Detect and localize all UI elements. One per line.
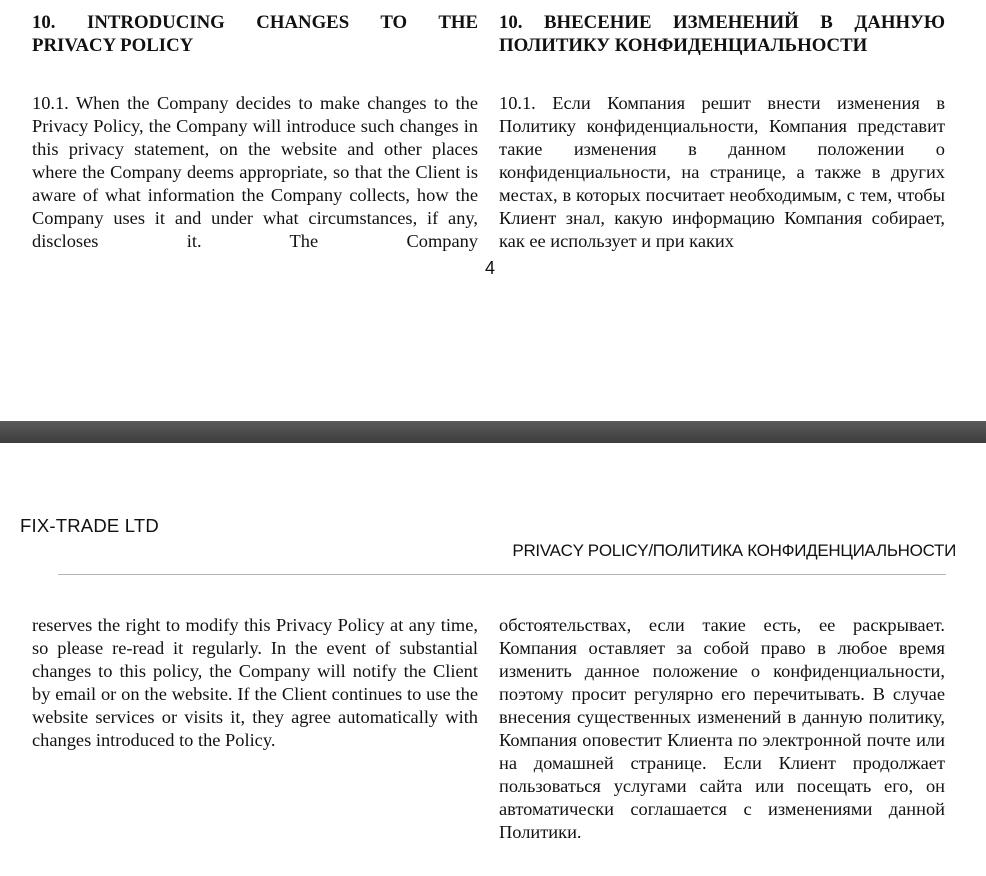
russian-column bbox=[499, 11, 945, 253]
clause-10-1-en-cont: reserves the right to modify this Privacy Policy at any time, so please re-read it regularly. In the event of substantial changes to this policy, the Company will notify the Client by email or on the website. If the Client continues to use the website services or visits it, they agree automatically with changes introduced to the Policy. bbox=[32, 615, 478, 750]
document-page-5 bbox=[0, 443, 986, 876]
section-heading-ru: 10. ВНЕСЕНИЕ ИЗМЕНЕНИЙ В ДАННУЮ bbox=[499, 12, 945, 33]
clause-10-1-ru-cont: обстоятельствах, если такие есть, ее раскрывает. Компания оставляет за собой право в любое время изменить данное положение о конфиденциальности, поэтому просит регулярно его перечитывать. В случае внесения существенных изменений в данную политику, Компания оповестит Клиента по электронной почте или на домашней странице. Если Клиент продолжает пользоваться услугами сайта или посещать его, он автоматически соглашается с изменениями данной Политики. bbox=[499, 615, 945, 842]
header-rule bbox=[58, 574, 946, 575]
page-number: 4 bbox=[484, 258, 495, 278]
russian-column-cont bbox=[499, 614, 945, 844]
section-heading-ru-cont: ПОЛИТИКУ КОНФИДЕНЦИАЛЬНОСТИ bbox=[499, 35, 868, 56]
section-heading-en: 10. INTRODUCING CHANGES TO THE bbox=[32, 12, 478, 33]
section-heading-en-cont: PRIVACY POLICY bbox=[32, 35, 194, 56]
document-title: PRIVACY POLICY/ПОЛИТИКА КОНФИДЕНЦИАЛЬНОСТИ bbox=[512, 541, 956, 560]
document-page-4 bbox=[0, 0, 986, 421]
clause-10-1-ru: 10.1. Если Компания решит внести изменения в Политику конфиденциальности, Компания представит такие изменения в данном положении о конфиденциальности, на странице, а также в других местах, в которых посчитает необходимым, с тем, чтобы Клиент знал, какую информацию Компания собирает, как ее использует и при каких bbox=[499, 93, 945, 251]
clause-10-1-en: 10.1. When the Company decides to make changes to the Privacy Policy, the Company will introduce such changes in this privacy statement, on the website and other places where the Company deems appropriate, so that the Client is aware of what information the Company collects, how the Company uses it and under what circumstances, if any, discloses it. The Company bbox=[32, 93, 478, 251]
page-separator bbox=[0, 421, 986, 443]
english-column-cont bbox=[32, 614, 478, 752]
english-column bbox=[32, 11, 478, 253]
company-name: FIX-TRADE LTD bbox=[20, 515, 159, 536]
